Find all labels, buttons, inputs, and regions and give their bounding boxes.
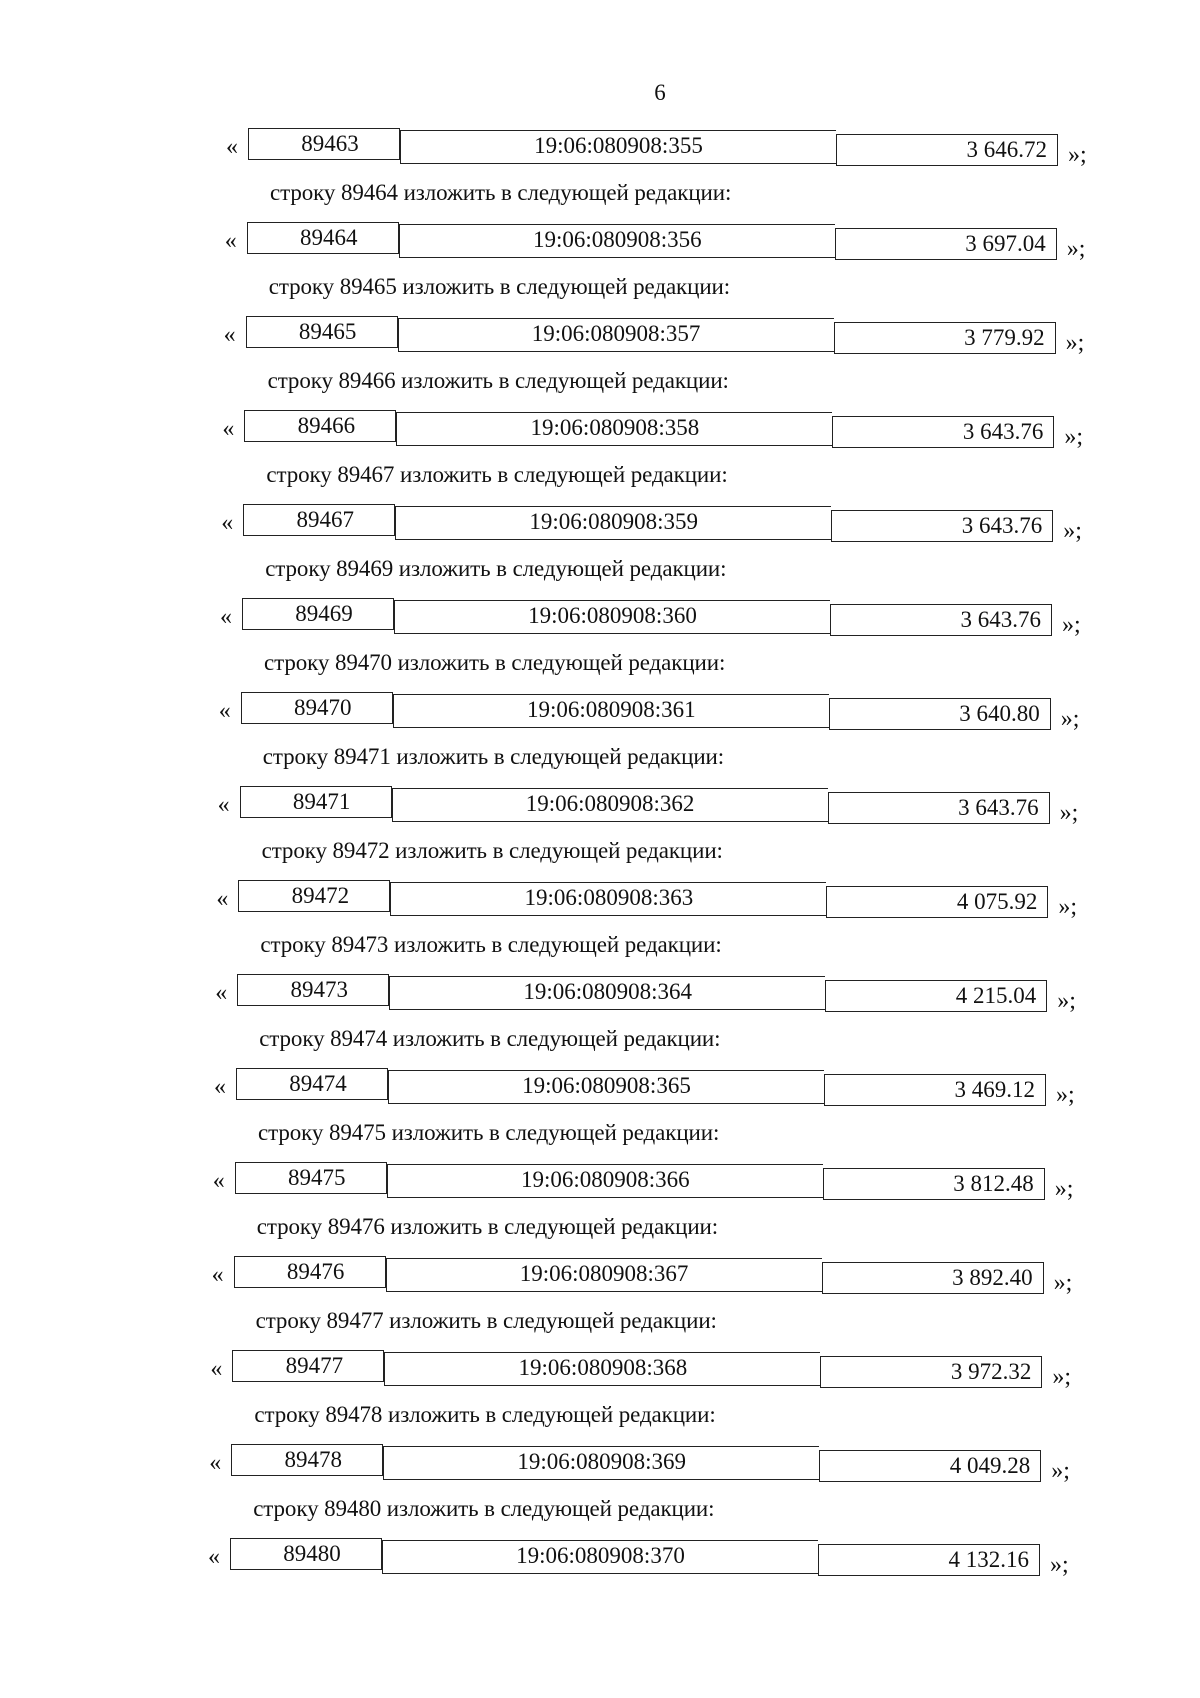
entry-block: [0, 1068, 1200, 1162]
closing-quote: »;: [1054, 1176, 1074, 1202]
cadastral-number-cell: 19:06:080908:364: [389, 976, 825, 1010]
opening-quote: «: [217, 792, 230, 818]
value-cell: 3 779.92: [834, 322, 1056, 354]
instruction-text: строку 89469 изложить в следующей редакции:: [265, 556, 727, 581]
opening-quote: «: [210, 1356, 223, 1382]
row-number-cell: 89463: [248, 128, 400, 160]
row-number-cell: 89471: [240, 786, 392, 818]
cadastral-number-cell: 19:06:080908:361: [393, 694, 829, 728]
entry-block: [0, 692, 1200, 786]
row-number-cell: 89472: [238, 880, 390, 912]
cadastral-number-cell: 19:06:080908:356: [399, 224, 835, 258]
opening-quote: «: [223, 322, 236, 348]
row-table: [243, 504, 1053, 536]
value-cell: 3 697.04: [835, 228, 1057, 260]
opening-quote: «: [220, 604, 232, 630]
closing-quote: »;: [1065, 330, 1085, 356]
entry-block: [0, 1538, 1200, 1632]
opening-quote: «: [212, 1168, 225, 1194]
entries-list: [0, 128, 1200, 1632]
row-table: [240, 786, 1050, 818]
entry-block: [0, 786, 1200, 880]
instruction-text: строку 89464 изложить в следующей редакции:: [270, 180, 732, 205]
value-cell: 3 972.32: [820, 1356, 1042, 1388]
row-number-cell: 89467: [243, 504, 395, 536]
opening-quote: «: [211, 1262, 224, 1288]
cadastral-number-cell: 19:06:080908:357: [398, 318, 834, 352]
instruction-text: строку 89478 изложить в следующей редакции:: [254, 1402, 716, 1427]
opening-quote: «: [214, 1074, 226, 1100]
cadastral-number-cell: 19:06:080908:360: [394, 600, 830, 634]
cadastral-number-cell: 19:06:080908:370: [382, 1540, 818, 1574]
row-number-cell: 89473: [237, 974, 389, 1006]
row-table: [235, 1162, 1045, 1194]
row-number-cell: 89465: [246, 316, 398, 348]
closing-quote: »;: [1052, 1364, 1072, 1390]
value-cell: 3 643.76: [832, 416, 1054, 448]
entry-block: [0, 1162, 1200, 1256]
instruction-text: строку 89475 изложить в следующей редакции:: [258, 1120, 720, 1145]
row-table: [241, 692, 1051, 724]
closing-quote: »;: [1053, 1270, 1073, 1296]
opening-quote: «: [222, 416, 235, 442]
entry-block: [0, 1256, 1200, 1350]
row-table: [246, 316, 1056, 348]
opening-quote: «: [208, 1544, 220, 1570]
closing-quote: »;: [1050, 1552, 1069, 1578]
cadastral-number-cell: 19:06:080908:355: [400, 130, 836, 164]
instruction-text: строку 89480 изложить в следующей редакции:: [253, 1496, 715, 1521]
value-cell: 4 215.04: [825, 980, 1047, 1012]
instruction-text: строку 89470 изложить в следующей редакции:: [264, 650, 726, 675]
instruction-text: строку 89466 изложить в следующей редакции:: [267, 368, 729, 393]
entry-block: [0, 410, 1200, 504]
closing-quote: »;: [1051, 1458, 1070, 1484]
entry-block: [0, 1350, 1200, 1444]
closing-quote: »;: [1060, 706, 1080, 732]
opening-quote: «: [209, 1450, 222, 1476]
cadastral-number-cell: 19:06:080908:363: [390, 882, 826, 916]
entry-block: [0, 1444, 1200, 1538]
row-number-cell: 89466: [244, 410, 396, 442]
cadastral-number-cell: 19:06:080908:369: [383, 1446, 819, 1480]
closing-quote: »;: [1062, 612, 1081, 638]
value-cell: 3 646.72: [836, 134, 1058, 166]
instruction-text: строку 89467 изложить в следующей редакции:: [266, 462, 728, 487]
row-table: [236, 1068, 1046, 1100]
row-table: [237, 974, 1047, 1006]
value-cell: 4 049.28: [819, 1450, 1041, 1482]
row-table: [232, 1350, 1042, 1382]
entry-block: [0, 598, 1200, 692]
instruction-text: строку 89471 изложить в следующей редакции:: [262, 744, 725, 769]
cadastral-number-cell: 19:06:080908:359: [395, 506, 831, 540]
row-number-cell: 89464: [247, 222, 399, 254]
value-cell: 3 469.12: [824, 1074, 1046, 1106]
row-table: [231, 1444, 1041, 1476]
opening-quote: «: [224, 228, 237, 254]
row-number-cell: 89469: [242, 598, 394, 630]
instruction-text: строку 89477 изложить в следующей редакции:: [255, 1308, 717, 1333]
closing-quote: »;: [1066, 236, 1086, 262]
cadastral-number-cell: 19:06:080908:367: [386, 1258, 822, 1292]
entry-block: [0, 222, 1200, 316]
instruction-text: строку 89465 изложить в следующей редакции:: [268, 274, 731, 299]
cadastral-number-cell: 19:06:080908:358: [396, 412, 832, 446]
entry-block: [0, 128, 1200, 222]
row-table: [247, 222, 1057, 254]
row-number-cell: 89470: [241, 692, 393, 724]
row-number-cell: 89474: [236, 1068, 388, 1100]
value-cell: 3 812.48: [823, 1168, 1045, 1200]
entry-block: [0, 880, 1200, 974]
closing-quote: »;: [1063, 518, 1082, 544]
row-number-cell: 89477: [232, 1350, 384, 1382]
opening-quote: «: [218, 698, 231, 724]
page-number: 6: [654, 80, 666, 105]
opening-quote: «: [226, 134, 238, 160]
row-table: [230, 1538, 1040, 1570]
row-number-cell: 89475: [235, 1162, 387, 1194]
row-number-cell: 89480: [230, 1538, 382, 1570]
closing-quote: »;: [1068, 142, 1087, 168]
cadastral-number-cell: 19:06:080908:362: [392, 788, 828, 822]
cadastral-number-cell: 19:06:080908:365: [388, 1070, 824, 1104]
row-table: [244, 410, 1054, 442]
row-number-cell: 89476: [234, 1256, 386, 1288]
value-cell: 4 132.16: [818, 1544, 1040, 1576]
value-cell: 3 643.76: [828, 792, 1050, 824]
row-number-cell: 89478: [231, 1444, 383, 1476]
instruction-text: строку 89473 изложить в следующей редакции:: [260, 932, 722, 957]
row-table: [238, 880, 1048, 912]
instruction-text: строку 89476 изложить в следующей редакции:: [256, 1214, 719, 1239]
value-cell: 3 892.40: [822, 1262, 1044, 1294]
instruction-text: строку 89472 изложить в следующей редакции:: [261, 838, 723, 863]
value-cell: 4 075.92: [826, 886, 1048, 918]
row-table: [242, 598, 1052, 630]
closing-quote: »;: [1059, 800, 1079, 826]
value-cell: 3 640.80: [829, 698, 1051, 730]
instruction-text: строку 89474 изложить в следующей редакции:: [259, 1026, 721, 1051]
value-cell: 3 643.76: [831, 510, 1053, 542]
entry-block: [0, 974, 1200, 1068]
row-table: [248, 128, 1058, 160]
opening-quote: «: [215, 980, 228, 1006]
opening-quote: «: [221, 510, 234, 536]
closing-quote: »;: [1057, 988, 1076, 1014]
entry-block: [0, 316, 1200, 410]
entry-block: [0, 504, 1200, 598]
cadastral-number-cell: 19:06:080908:368: [384, 1352, 820, 1386]
closing-quote: »;: [1058, 894, 1078, 920]
row-table: [234, 1256, 1044, 1288]
closing-quote: »;: [1064, 424, 1084, 450]
value-cell: 3 643.76: [830, 604, 1052, 636]
closing-quote: »;: [1056, 1082, 1075, 1108]
opening-quote: «: [216, 886, 229, 912]
cadastral-number-cell: 19:06:080908:366: [387, 1164, 823, 1198]
